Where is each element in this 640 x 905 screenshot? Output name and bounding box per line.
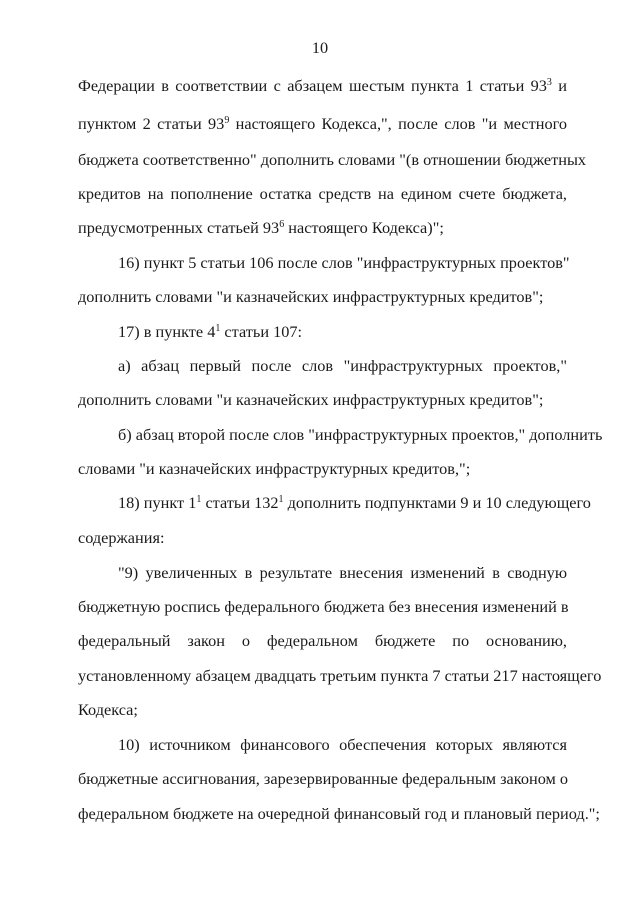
text-line: словами "и казначейских инфраструктурных кредитов,";	[78, 459, 471, 478]
text-line: дополнить словами "и казначейских инфраструктурных кредитов";	[78, 390, 544, 409]
text-line: бюджетные ассигнования, зарезервированные федеральным законом о	[78, 769, 569, 788]
text-line: б) абзац второй после слов "инфраструктурных проектов," дополнить	[118, 425, 603, 444]
text-line: дополнить словами "и казначейских инфраструктурных кредитов";	[78, 287, 544, 306]
page-number: 10	[311, 38, 329, 57]
text-line: Кодекса;	[78, 700, 138, 719]
text-line: предусмотренных статьей $93^6$ настоящего Кодекса)";	[78, 218, 444, 237]
text-line: бюджетную роспись федерального бюджета без внесения изменений в	[78, 597, 569, 616]
text-line: а) абзац первый после слов "инфраструктурных проектов,"	[118, 356, 567, 375]
text-line: "9) увеличенных в результате внесения изменений в сводную	[118, 563, 567, 582]
text-line: 17) в пункте $4^1$ статьи 107:	[118, 322, 303, 341]
text-line: федеральном бюджете на очередной финансовый год и плановый период.";	[78, 804, 600, 823]
text-line: содержания:	[78, 528, 165, 547]
text-line: кредитов на пополнение остатка средств на едином счете бюджета,	[78, 184, 567, 203]
text-line: бюджета соответственно" дополнить словами "(в отношении бюджетных	[78, 150, 587, 169]
text-line: 16) пункт 5 статьи 106 после слов "инфраструктурных проектов"	[118, 253, 570, 272]
text-line: 10) источником финансового обеспечения которых являются	[118, 735, 567, 754]
text-line: 18) пункт $1^1$ статьи $132^1$ дополнить подпунктами 9 и 10 следующего	[118, 493, 591, 512]
text-line: федеральный закон о федеральном бюджете по основанию,	[78, 631, 567, 650]
text-line: пунктом 2 статьи $93^9$ настоящего Кодекса,", после слов "и местного	[78, 114, 567, 133]
text-line: установленному абзацем двадцать третьим пункта 7 статьи 217 настоящего	[78, 666, 602, 685]
text-line: Федерации в соответствии с абзацем шестым пункта 1 статьи $93^3$ и	[78, 76, 567, 95]
